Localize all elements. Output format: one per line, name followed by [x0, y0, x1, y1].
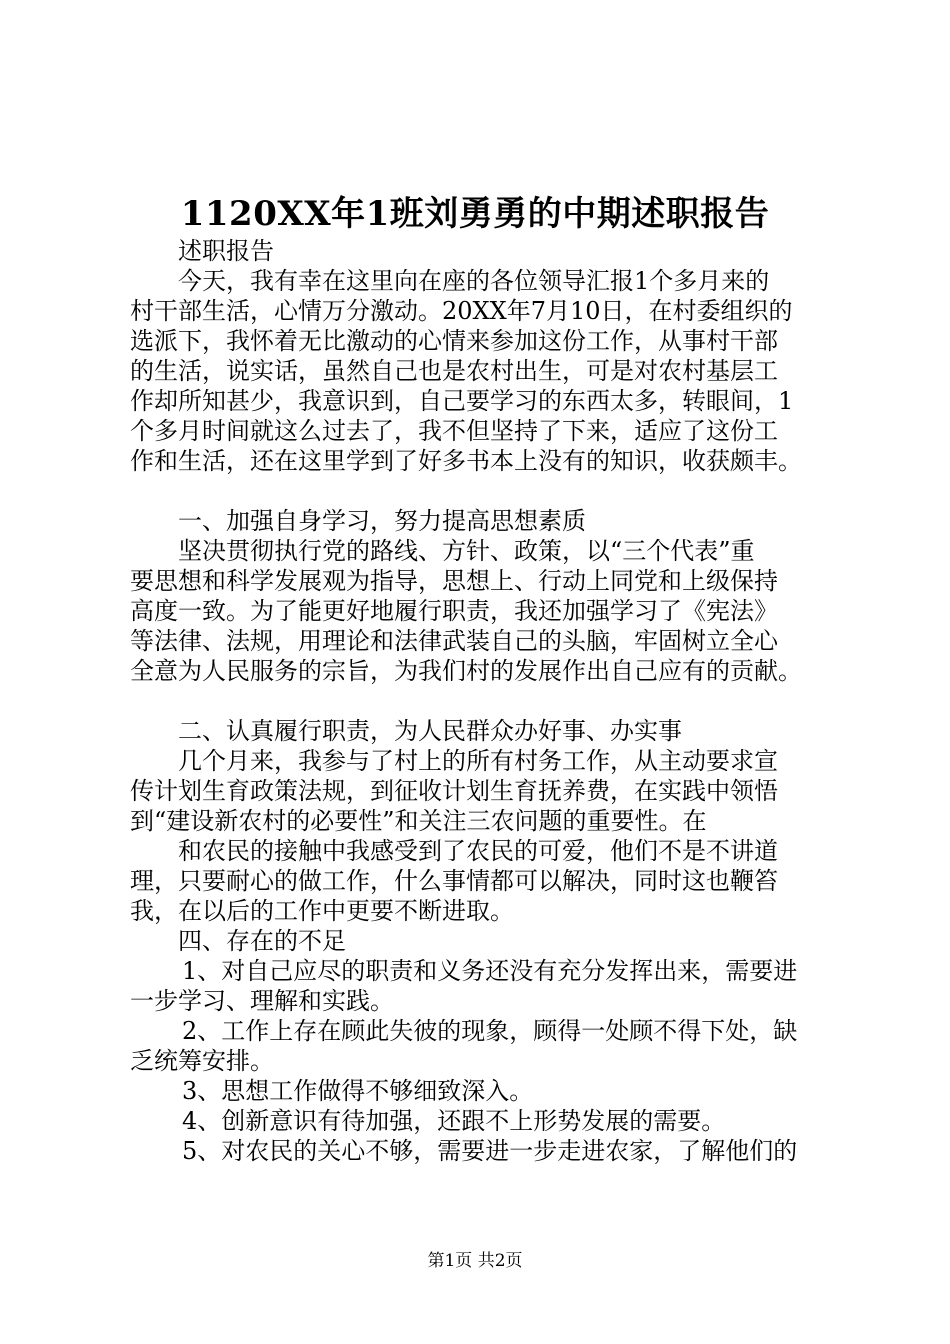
paragraph-line: 我，在以后的工作中更要不断进取。	[130, 897, 514, 925]
paragraph-line: 和农民的接触中我感受到了农民的可爱，他们不是不讲道	[178, 837, 778, 865]
paragraph-line: 几个月来，我参与了村上的所有村务工作，从主动要求宣	[178, 747, 778, 775]
paragraph-line: 的生活，说实话，虽然自己也是农村出生，可是对农村基层工	[130, 357, 778, 385]
paragraph-line: 理，只要耐心的做工作，什么事情都可以解决，同时这也鞭笞	[130, 867, 778, 895]
paragraph-gap	[130, 686, 834, 716]
paragraph-line: 作和生活，还在这里学到了好多书本上没有的知识，收获颇丰。	[130, 447, 802, 475]
section-heading: 一、加强自身学习，努力提高思想素质	[178, 507, 586, 535]
list-item: 2、工作上存在顾此失彼的现象，顾得一处顾不得下处，缺	[182, 1017, 798, 1045]
list-item-continuation: 乏统筹安排。	[130, 1047, 274, 1075]
section-heading: 二、认真履行职责，为人民群众办好事、办实事	[178, 717, 682, 745]
paragraph-line: 等法律、法规，用理论和法律武装自己的头脑，牢固树立全心	[130, 627, 778, 655]
paragraph-line: 今天，我有幸在这里向在座的各位领导汇报1个多月来的	[178, 267, 770, 295]
document-body	[130, 236, 834, 1166]
paragraph-line: 作却所知甚少，我意识到，自己要学习的东西太多，转眼间，1	[130, 387, 794, 415]
paragraph-line: 个多月时间就这么过去了，我不但坚持了下来，适应了这份工	[130, 417, 778, 445]
list-item: 3、思想工作做得不够细致深入。	[182, 1077, 534, 1105]
list-item: 1、对自己应尽的职责和义务还没有充分发挥出来，需要进	[182, 957, 798, 985]
paragraph-line: 全意为人民服务的宗旨，为我们村的发展作出自己应有的贡献。	[130, 657, 802, 685]
paragraph-line: 要思想和科学发展观为指导，思想上、行动上同党和上级保持	[130, 567, 778, 595]
section-heading: 四、存在的不足	[178, 927, 346, 955]
section-heading: 述职报告	[178, 237, 274, 265]
page-footer: 第1页 共2页	[427, 1251, 523, 1271]
paragraph-line: 村干部生活，心情万分激动。20XX年7月10日，在村委组织的	[130, 297, 793, 325]
paragraph-line: 传计划生育政策法规，到征收计划生育抚养费，在实践中领悟	[130, 777, 778, 805]
list-item: 4、创新意识有待加强，还跟不上形势发展的需要。	[182, 1107, 726, 1135]
document-title: 1120XX年1班刘勇勇的中期述职报告	[180, 194, 770, 234]
paragraph-line: 高度一致。为了能更好地履行职责，我还加强学习了《宪法》	[130, 597, 778, 625]
list-item-continuation: 一步学习、理解和实践。	[130, 987, 394, 1015]
paragraph-line: 选派下，我怀着无比激动的心情来参加这份工作，从事村干部	[130, 327, 778, 355]
paragraph-line: 到“建设新农村的必要性”和关注三农问题的重要性。在	[130, 807, 707, 835]
paragraph-line: 坚决贯彻执行党的路线、方针、政策，以“三个代表”重	[178, 537, 755, 565]
paragraph-gap	[130, 476, 834, 506]
list-item: 5、对农民的关心不够，需要进一步走进农家，了解他们的	[182, 1137, 798, 1165]
